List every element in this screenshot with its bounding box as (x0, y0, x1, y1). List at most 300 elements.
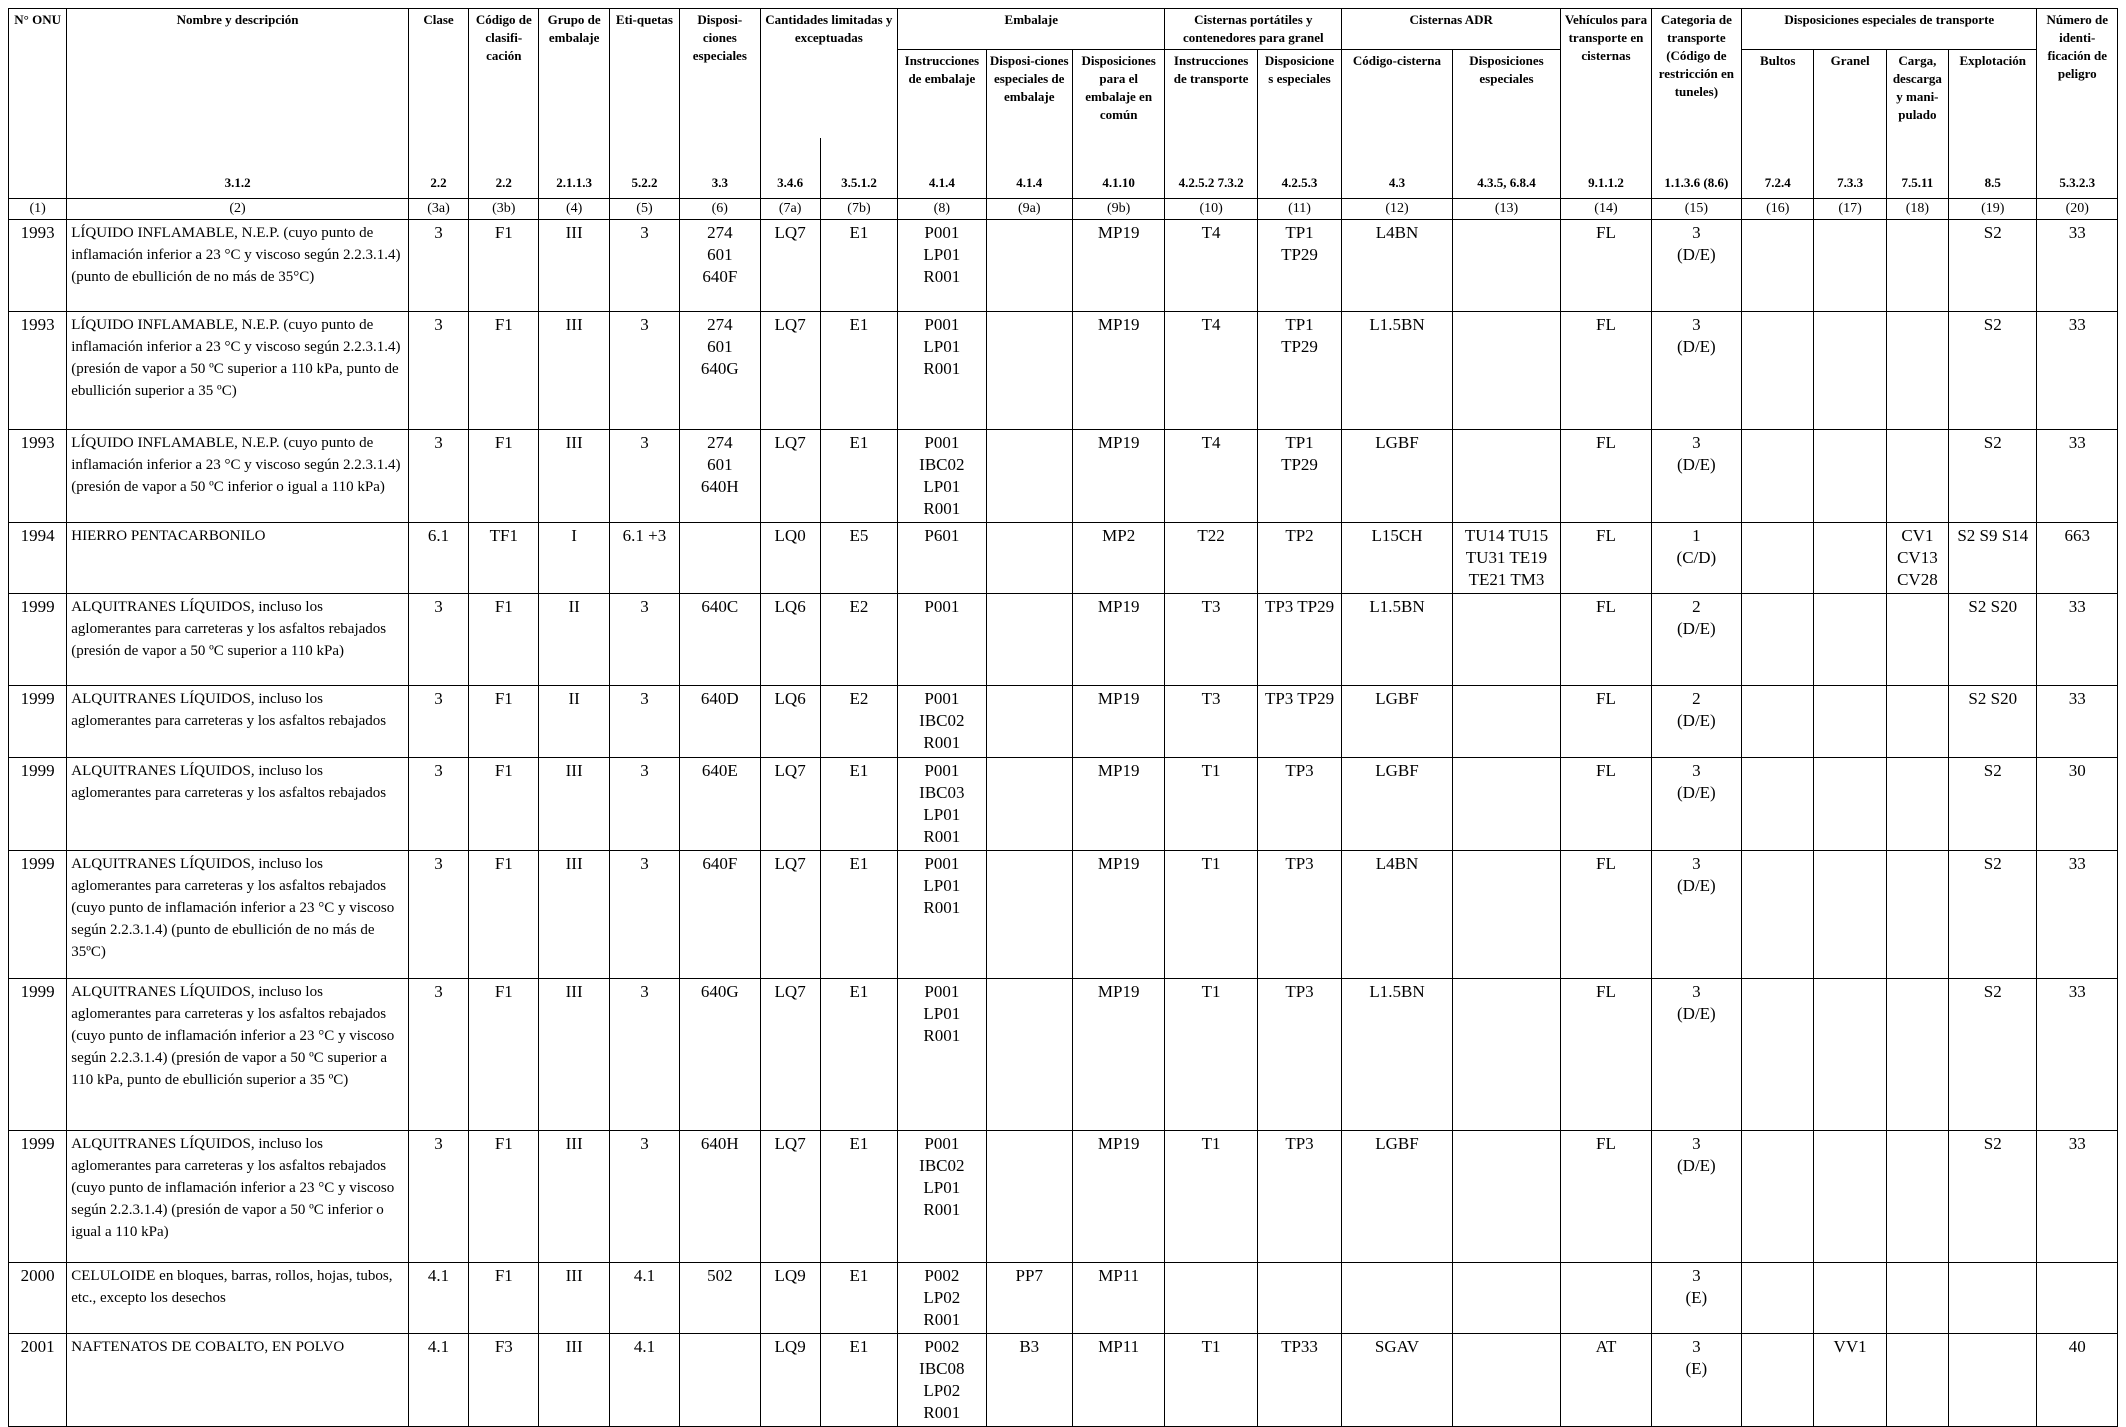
labels: 4.1 (609, 1334, 679, 1427)
adr-special-provisions: TU14 TU15 TU31 TE19 TE21 TM3 (1452, 523, 1561, 594)
class: 3 (408, 851, 468, 979)
tank-code: L1.5BN (1342, 979, 1453, 1131)
substance-name: ALQUITRANES LÍQUIDOS, incluso los aglomerantes para carreteras y los asfaltos rebajados (67, 758, 409, 851)
excepted-quantity: E2 (820, 686, 897, 758)
limited-quantity: LQ7 (760, 220, 820, 312)
ref-cell: 4.2.5.3 (1257, 138, 1341, 199)
packing-instructions (898, 523, 986, 594)
column-number: (9a) (986, 199, 1072, 220)
hazard-number: 33 (2037, 686, 2118, 758)
transport-category-line: (D/E) (1677, 337, 1716, 356)
packing-instructions-line: IBC02 (919, 455, 965, 474)
packing-instructions-line: R001 (923, 1310, 961, 1329)
ref-un (9, 138, 67, 199)
adr-special-provisions (1452, 430, 1561, 523)
tank-instructions: T1 (1165, 1131, 1257, 1263)
column-number: (7b) (820, 199, 897, 220)
mixed-packing: MP2 (1072, 523, 1164, 594)
classification-code: TF1 (469, 523, 539, 594)
adr-special-provisions (1452, 1263, 1561, 1334)
table-row (9, 430, 2118, 523)
ref-cell: 7.5.11 (1886, 138, 1948, 199)
header-bulk: Granel (1814, 50, 1886, 139)
loading-provision (1886, 1334, 1948, 1427)
un-number: 1993 (9, 220, 67, 312)
packing-group: III (539, 430, 609, 523)
packing-instructions (898, 312, 986, 430)
loading-provision (1886, 523, 1948, 594)
substance-name: ALQUITRANES LÍQUIDOS, incluso los aglomerantes para carreteras y los asfaltos rebajados (67, 686, 409, 758)
transport-category-line: (D/E) (1677, 245, 1716, 264)
labels: 3 (609, 594, 679, 686)
labels: 3 (609, 220, 679, 312)
limited-quantity: LQ7 (760, 312, 820, 430)
substance-name: ALQUITRANES LÍQUIDOS, incluso los aglomerantes para carreteras y los asfaltos rebajados (cuyo punto de inflamación inferior a 23 °C y viscoso según 2.2.3.1.4) (punto de ebullición de no más de 35ºC) (67, 851, 409, 979)
column-number: (14) (1561, 199, 1651, 220)
special-provisions (680, 851, 760, 979)
special-provisions (680, 686, 760, 758)
special-provisions (680, 430, 760, 523)
hazard-number (2037, 1263, 2118, 1334)
ref-cell: 9.1.1.2 (1561, 138, 1651, 199)
bulk-provision (1814, 1131, 1886, 1263)
limited-quantity: LQ7 (760, 979, 820, 1131)
transport-category-line: (D/E) (1677, 876, 1716, 895)
tank-special-provisions-line: TP3 TP29 (1264, 597, 1335, 616)
limited-quantity: LQ0 (760, 523, 820, 594)
packages-provision (1742, 851, 1814, 979)
un-number: 1999 (9, 686, 67, 758)
mixed-packing: MP19 (1072, 220, 1164, 312)
hazard-number: 33 (2037, 1131, 2118, 1263)
bulk-provision (1814, 430, 1886, 523)
tank-special-provisions-line: TP3 TP29 (1264, 689, 1335, 708)
loading-provision (1886, 1131, 1948, 1263)
packing-instructions (898, 220, 986, 312)
limited-quantity: LQ7 (760, 1131, 820, 1263)
table-row (9, 1131, 2118, 1263)
special-provisions-line: 640E (701, 761, 738, 780)
packages-provision (1742, 686, 1814, 758)
header-row-main (9, 9, 2118, 50)
tank-special-provisions-line: TP1 (1285, 223, 1314, 242)
classification-code: F1 (469, 312, 539, 430)
ref-cell: 1.1.3.6 (8.6) (1651, 138, 1741, 199)
packing-instructions (898, 851, 986, 979)
vehicle-type: FL (1561, 430, 1651, 523)
column-number: (13) (1452, 199, 1561, 220)
operation-provision (1949, 1263, 2037, 1334)
loading-provision (1886, 312, 1948, 430)
substance-name: HIERRO PENTACARBONILO (67, 523, 409, 594)
tank-special-provisions (1257, 686, 1341, 758)
un-number: 1999 (9, 979, 67, 1131)
special-provisions-line: 640F (702, 854, 738, 873)
substance-name: CELULOIDE en bloques, barras, rollos, hojas, tubos, etc., excepto los desechos (67, 1263, 409, 1334)
packing-group: III (539, 1263, 609, 1334)
special-packing-provisions (986, 1131, 1072, 1263)
excepted-quantity: E1 (820, 758, 897, 851)
packages-provision (1742, 220, 1814, 312)
special-packing-provisions (986, 979, 1072, 1131)
tank-code: LGBF (1342, 758, 1453, 851)
header-special-transport-provisions: Disposiciones especiales de transporte (1742, 9, 2037, 50)
loading-provision (1886, 686, 1948, 758)
operation-provision (1949, 1334, 2037, 1427)
special-provisions-line: 640G (700, 982, 739, 1001)
packing-instructions-line: R001 (923, 1200, 961, 1219)
header-tank-instructions: Instrucciones de transporte (1165, 50, 1257, 139)
substance-name: ALQUITRANES LÍQUIDOS, incluso los aglomerantes para carreteras y los asfaltos rebajados (cuyo punto de inflamación inferior a 23 °C y viscoso según 2.2.3.1.4) (presión de vapor a 50 ºC inferior o igual a 110 kPa) (67, 1131, 409, 1263)
classification-code: F1 (469, 979, 539, 1131)
substance-name: LÍQUIDO INFLAMABLE, N.E.P. (cuyo punto de inflamación inferior a 23 °C y viscoso según 2.2.3.1.4) (presión de vapor a 50 ºC inferior o igual a 110 kPa) (67, 430, 409, 523)
column-number: (4) (539, 199, 609, 220)
column-number: (12) (1342, 199, 1453, 220)
packing-instructions-line: R001 (923, 1026, 961, 1045)
special-packing-provisions (986, 851, 1072, 979)
tank-special-provisions (1257, 430, 1341, 523)
packing-instructions-line: LP01 (923, 805, 961, 824)
packing-instructions-line: P001 (924, 433, 960, 452)
labels: 3 (609, 758, 679, 851)
class: 4.1 (408, 1334, 468, 1427)
header-adr-special-provisions: Disposiciones especiales (1452, 50, 1561, 139)
bulk-provision (1814, 686, 1886, 758)
operation-provision: S2 (1949, 1131, 2037, 1263)
substance-name: NAFTENATOS DE COBALTO, EN POLVO (67, 1334, 409, 1427)
tank-instructions: T4 (1165, 220, 1257, 312)
vehicle-type: AT (1561, 1334, 1651, 1427)
ref-cell: 7.3.3 (1814, 138, 1886, 199)
special-provisions (680, 979, 760, 1131)
operation-provision: S2 (1949, 220, 2037, 312)
tank-special-provisions (1257, 523, 1341, 594)
adr-special-provisions (1452, 220, 1561, 312)
header-hazard-number: Número de identi-ficación de peligro (2037, 9, 2118, 139)
column-number: (18) (1886, 199, 1948, 220)
mixed-packing: MP19 (1072, 686, 1164, 758)
special-provisions-line: 502 (707, 1266, 733, 1285)
packages-provision (1742, 979, 1814, 1131)
table-header (9, 9, 2118, 220)
packing-instructions-line: P001 (924, 315, 960, 334)
packing-instructions (898, 594, 986, 686)
transport-category-line: 2 (1692, 597, 1701, 616)
packages-provision (1742, 430, 1814, 523)
labels: 4.1 (609, 1263, 679, 1334)
ref-cell: 4.3 (1342, 138, 1453, 199)
class: 3 (408, 220, 468, 312)
packing-instructions-line: IBC02 (919, 1156, 965, 1175)
table-row (9, 1334, 2118, 1427)
packing-group: III (539, 979, 609, 1131)
ref-cell: 5.3.2.3 (2037, 138, 2118, 199)
special-provisions (680, 1131, 760, 1263)
labels: 3 (609, 686, 679, 758)
transport-category (1651, 979, 1741, 1131)
header-adr-tanks: Cisternas ADR (1342, 9, 1561, 50)
vehicle-type: FL (1561, 523, 1651, 594)
hazard-number: 33 (2037, 594, 2118, 686)
packing-instructions-line: LP01 (923, 876, 961, 895)
special-provisions (680, 220, 760, 312)
ref-cell: 4.3.5, 6.8.4 (1452, 138, 1561, 199)
classification-code: F1 (469, 758, 539, 851)
loading-provision-line: CV1 (1901, 526, 1934, 545)
special-packing-provisions (986, 686, 1072, 758)
special-provisions-line: 601 (707, 245, 733, 264)
special-provisions-line: 274 (707, 223, 733, 242)
special-packing-provisions (986, 758, 1072, 851)
mixed-packing: MP19 (1072, 312, 1164, 430)
class: 3 (408, 979, 468, 1131)
packing-group: III (539, 312, 609, 430)
special-packing-provisions (986, 220, 1072, 312)
excepted-quantity: E1 (820, 979, 897, 1131)
tank-code: L4BN (1342, 851, 1453, 979)
operation-provision: S2 (1949, 758, 2037, 851)
header-class: Clase (408, 9, 468, 139)
packing-instructions-line: P001 (924, 223, 960, 242)
class: 3 (408, 1131, 468, 1263)
packages-provision (1742, 1334, 1814, 1427)
limited-quantity: LQ9 (760, 1334, 820, 1427)
bulk-provision (1814, 1263, 1886, 1334)
column-numbers-row (9, 199, 2118, 220)
transport-category (1651, 758, 1741, 851)
limited-quantity: LQ6 (760, 594, 820, 686)
packing-group: III (539, 1334, 609, 1427)
packing-instructions-line: P001 (924, 1134, 960, 1153)
table-row (9, 979, 2118, 1131)
packing-instructions-line: R001 (923, 267, 961, 286)
special-provisions (680, 1334, 760, 1427)
hazard-number: 33 (2037, 979, 2118, 1131)
special-provisions (680, 758, 760, 851)
ref-cell: 4.1.4 (898, 138, 986, 199)
adr-special-provisions (1452, 979, 1561, 1131)
bulk-provision (1814, 594, 1886, 686)
packing-group: I (539, 523, 609, 594)
excepted-quantity: E1 (820, 312, 897, 430)
packages-provision (1742, 523, 1814, 594)
tank-special-provisions (1257, 1334, 1341, 1427)
packing-instructions (898, 758, 986, 851)
packing-instructions-line: P001 (924, 854, 960, 873)
table-row (9, 312, 2118, 430)
ref-cell: 2.2 (469, 138, 539, 199)
transport-category (1651, 220, 1741, 312)
ref-cell: 4.2.5.2 7.3.2 (1165, 138, 1257, 199)
tank-code: L4BN (1342, 220, 1453, 312)
column-number: (8) (898, 199, 986, 220)
transport-category-line: 3 (1692, 761, 1701, 780)
un-number: 1999 (9, 594, 67, 686)
transport-category-line: 3 (1692, 433, 1701, 452)
tank-instructions: T1 (1165, 851, 1257, 979)
loading-provision (1886, 979, 1948, 1131)
packing-group: III (539, 1131, 609, 1263)
header-limited-quantities: Cantidades limitadas y exceptuadas (760, 9, 898, 139)
classification-code: F3 (469, 1334, 539, 1427)
ref-cell: 5.2.2 (609, 138, 679, 199)
loading-provision (1886, 220, 1948, 312)
vehicle-type: FL (1561, 220, 1651, 312)
special-provisions (680, 523, 760, 594)
tank-special-provisions (1257, 220, 1341, 312)
tank-instructions: T1 (1165, 979, 1257, 1131)
transport-category-line: (C/D) (1676, 548, 1717, 567)
operation-provision: S2 (1949, 979, 2037, 1131)
special-provisions-line: 601 (707, 337, 733, 356)
operation-provision: S2 (1949, 430, 2037, 523)
tank-code: LGBF (1342, 686, 1453, 758)
packing-instructions-line: LP01 (923, 1004, 961, 1023)
tank-special-provisions-line: TP29 (1281, 337, 1318, 356)
tank-code (1342, 1263, 1453, 1334)
tank-special-provisions (1257, 1131, 1341, 1263)
classification-code: F1 (469, 430, 539, 523)
special-provisions-line: 601 (707, 455, 733, 474)
column-number: (16) (1742, 199, 1814, 220)
packing-instructions-line: R001 (923, 1403, 961, 1422)
special-packing-provisions (986, 523, 1072, 594)
adr-special-provisions (1452, 686, 1561, 758)
header-packing-instructions: Instrucciones de embalaje (898, 50, 986, 139)
excepted-quantity: E1 (820, 851, 897, 979)
packing-instructions-line: IBC03 (919, 783, 965, 802)
tank-code: L1.5BN (1342, 594, 1453, 686)
packing-instructions (898, 979, 986, 1131)
classification-code: F1 (469, 1131, 539, 1263)
packing-instructions-line: R001 (923, 827, 961, 846)
column-number: (11) (1257, 199, 1341, 220)
mixed-packing: MP19 (1072, 430, 1164, 523)
tank-code: LGBF (1342, 1131, 1453, 1263)
header-operation: Explotación (1949, 50, 2037, 139)
header-packages: Bultos (1742, 50, 1814, 139)
hazard-number: 33 (2037, 851, 2118, 979)
packages-provision (1742, 1131, 1814, 1263)
special-provisions-line: 640H (700, 1134, 739, 1153)
adr-special-provisions (1452, 758, 1561, 851)
tank-code: L1.5BN (1342, 312, 1453, 430)
operation-provision: S2 S9 S14 (1949, 523, 2037, 594)
hazard-number: 30 (2037, 758, 2118, 851)
packing-instructions-line: R001 (923, 898, 961, 917)
packing-group: III (539, 220, 609, 312)
classification-code: F1 (469, 851, 539, 979)
mixed-packing: MP19 (1072, 594, 1164, 686)
transport-category-line: 3 (1692, 1337, 1701, 1356)
labels: 3 (609, 430, 679, 523)
class: 3 (408, 430, 468, 523)
transport-category-line: 1 (1692, 526, 1701, 545)
hazard-number: 33 (2037, 312, 2118, 430)
classification-code: F1 (469, 686, 539, 758)
packing-instructions-line: P001 (924, 982, 960, 1001)
table-row (9, 758, 2118, 851)
table-body (9, 220, 2118, 1427)
limited-quantity: LQ9 (760, 1263, 820, 1334)
packing-instructions-line: R001 (923, 499, 961, 518)
packing-instructions-line: P001 (924, 761, 960, 780)
header-un-number: N° ONU (9, 9, 67, 139)
tank-special-provisions-line: TP2 (1285, 526, 1314, 545)
loading-provision-line: CV28 (1897, 570, 1938, 589)
header-tank-special-provisions: Disposicione s especiales (1257, 50, 1341, 139)
excepted-quantity: E5 (820, 523, 897, 594)
packing-group: II (539, 594, 609, 686)
mixed-packing: MP19 (1072, 979, 1164, 1131)
transport-category-line: 3 (1692, 1134, 1701, 1153)
column-number: (10) (1165, 199, 1257, 220)
vehicle-type: FL (1561, 979, 1651, 1131)
tank-special-provisions (1257, 851, 1341, 979)
excepted-quantity: E1 (820, 1263, 897, 1334)
bulk-provision (1814, 979, 1886, 1131)
packing-group: II (539, 686, 609, 758)
packing-instructions-line: P001 (924, 689, 960, 708)
excepted-quantity: E2 (820, 594, 897, 686)
transport-category-line: (E) (1685, 1288, 1708, 1307)
packing-instructions-line: IBC08 (919, 1359, 965, 1378)
packing-instructions (898, 1131, 986, 1263)
tank-instructions: T4 (1165, 312, 1257, 430)
packing-instructions-line: P001 (924, 597, 960, 616)
tank-instructions: T1 (1165, 1334, 1257, 1427)
transport-category (1651, 523, 1741, 594)
packing-instructions (898, 1334, 986, 1427)
adr-special-provisions (1452, 1334, 1561, 1427)
transport-category (1651, 312, 1741, 430)
vehicle-type: FL (1561, 851, 1651, 979)
header-packing-group: Grupo de embalaje (539, 9, 609, 139)
special-provisions-line: 640D (700, 689, 739, 708)
special-provisions-line: 274 (707, 315, 733, 334)
ref-cell: 7.2.4 (1742, 138, 1814, 199)
special-packing-provisions: B3 (986, 1334, 1072, 1427)
packing-instructions-line: LP01 (923, 245, 961, 264)
tank-special-provisions (1257, 594, 1341, 686)
un-number: 1999 (9, 758, 67, 851)
mixed-packing: MP19 (1072, 851, 1164, 979)
hazard-number: 663 (2037, 523, 2118, 594)
vehicle-type: FL (1561, 758, 1651, 851)
special-provisions (680, 312, 760, 430)
packages-provision (1742, 758, 1814, 851)
classification-code: F1 (469, 1263, 539, 1334)
tank-instructions: T3 (1165, 594, 1257, 686)
vehicle-type: FL (1561, 686, 1651, 758)
bulk-provision (1814, 758, 1886, 851)
packing-group: III (539, 851, 609, 979)
loading-provision-line: CV13 (1897, 548, 1938, 567)
ref-cell: 3.5.1.2 (820, 138, 897, 199)
un-number: 1993 (9, 312, 67, 430)
header-row-references (9, 138, 2118, 199)
header-mixed-packing: Disposiciones para el embalaje en común (1072, 50, 1164, 139)
tank-special-provisions (1257, 312, 1341, 430)
packing-instructions (898, 686, 986, 758)
un-number: 2000 (9, 1263, 67, 1334)
column-number: (1) (9, 199, 67, 220)
tank-special-provisions-line: TP33 (1281, 1337, 1318, 1356)
special-provisions-line: 640F (702, 267, 738, 286)
special-provisions-line: 640C (701, 597, 739, 616)
limited-quantity: LQ7 (760, 758, 820, 851)
adr-special-provisions (1452, 312, 1561, 430)
